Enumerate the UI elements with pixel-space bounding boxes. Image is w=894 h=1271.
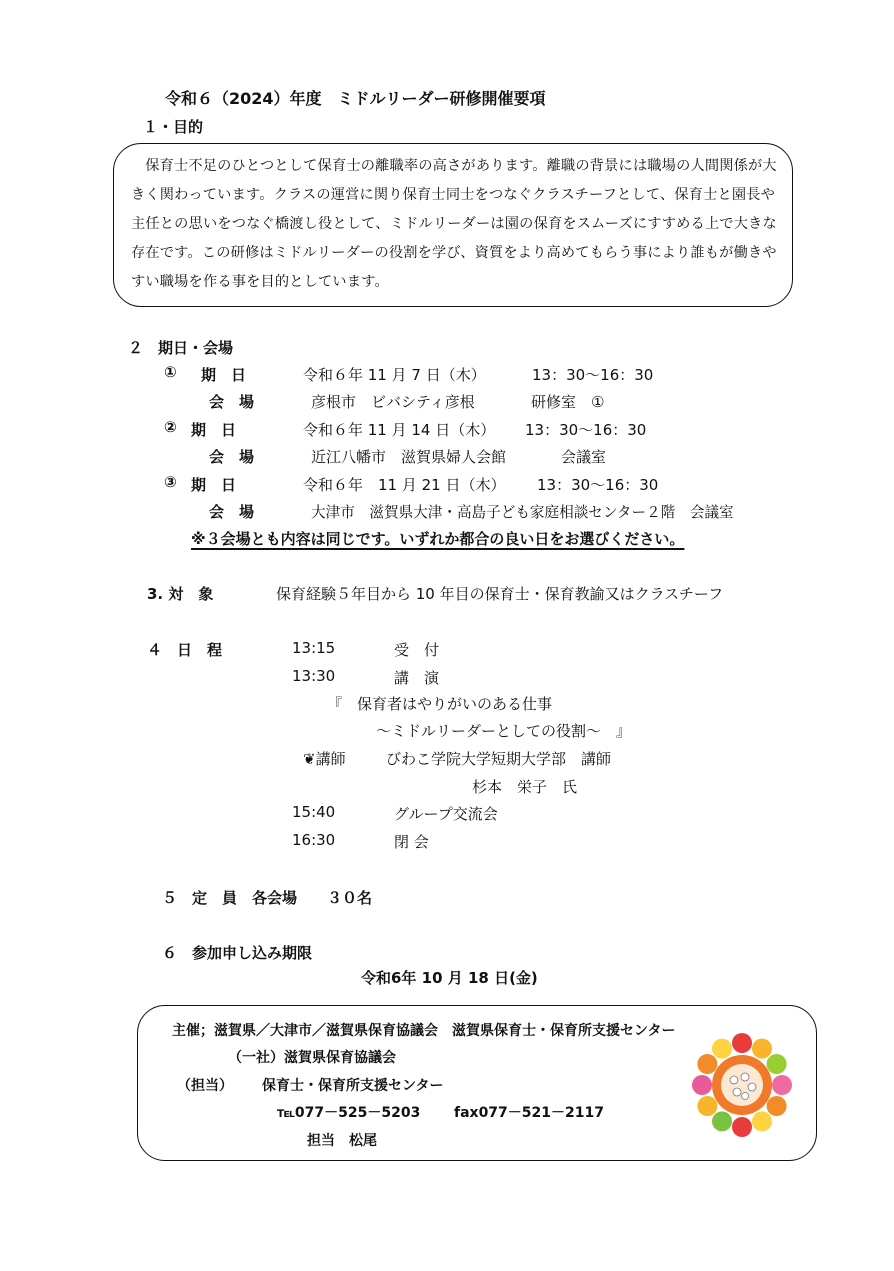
schedule-time: 16:30	[292, 831, 336, 849]
date-label: 期 日	[191, 476, 237, 494]
lecturer-org: びわこ学院大学短期大学部 講師	[386, 750, 612, 768]
organizer-association: （一社）滋賀県保育協議会	[228, 1050, 396, 1066]
lecturer-label: ❦講師	[303, 750, 346, 768]
logo-petal	[767, 1096, 787, 1116]
session-number: ①	[164, 363, 177, 381]
lecturer-name: 杉本 栄子 氏	[472, 778, 578, 796]
session-number: ②	[164, 418, 177, 436]
section4-heading: ４ 日 程	[147, 641, 223, 659]
logo-petal	[752, 1039, 772, 1059]
session-number: ③	[164, 473, 177, 491]
logo-petal	[712, 1039, 732, 1059]
schedule-label: 講 演	[394, 669, 440, 687]
page-title: 令和６（2024）年度 ミドルリーダー研修開催要項	[165, 89, 546, 108]
session-time: 13：30～16：30	[532, 366, 654, 384]
support-center-logo-icon	[690, 1030, 794, 1140]
session-room: 研修室 ①	[531, 393, 605, 411]
session-time: 13：30～16：30	[537, 476, 659, 494]
session-venue: 近江八幡市 滋賀県婦人会館	[311, 448, 507, 466]
logo-petal	[732, 1033, 752, 1053]
section2-heading: ２ 期日・会場	[128, 339, 234, 357]
session-date: 令和６年 11 月 7 日（木）	[303, 366, 486, 384]
target-text: 保育経験５年目から 10 年目の保育士・保育教諭又はクラスチーフ	[276, 585, 724, 603]
logo-petal	[732, 1117, 752, 1137]
contact-org: 保育士・保育所支援センター	[262, 1078, 444, 1094]
deadline-date: 令和6年 10 月 18 日(金)	[361, 969, 538, 987]
lecture-title: 『 保育者はやりがいのある仕事	[327, 695, 553, 713]
date-label: 期 日	[201, 366, 247, 384]
schedule-time: 15:40	[292, 803, 336, 821]
contact-fax: fax077－521－2117	[454, 1105, 604, 1121]
session-venue: 大津市 滋賀県大津・高島子ども家庭相談センター２階 会議室	[311, 504, 734, 521]
date-label: 期 日	[191, 421, 237, 439]
venue-label: 会 場	[209, 393, 255, 411]
same-content-notice: ※３会場とも内容は同じです。いずれか都合の良い日をお選びください。	[191, 530, 685, 548]
schedule-label: 受 付	[394, 641, 440, 659]
logo-inner	[721, 1064, 763, 1106]
venue-label: 会 場	[209, 448, 255, 466]
contact-label: （担当）	[177, 1078, 233, 1094]
logo-petal	[767, 1054, 787, 1074]
schedule-label: グループ交流会	[394, 805, 498, 823]
organizer-line: 主催；滋賀県／大津市／滋賀県保育協議会 滋賀県保育士・保育所支援センター	[172, 1023, 676, 1039]
session-venue: 彦根市 ビバシティ彦根	[311, 393, 475, 411]
purpose-text: 保育士不足のひとつとして保育士の離職率の高さがあります。離職の背景には職場の人間関係が大きく関わっています。クラスの運営に関り保育士同士をつなぐクラスチーフとして、保育士と園長や主任との思いをつなぐ橋渡し役として、ミドルリーダーは園の保育をスムーズにすすめる上で大きな存在です。この研修はミドルリーダーの役割を学び、資質をより高めてもらう事により誰もが働きやすい職場を作る事を目的としています。	[131, 158, 777, 290]
capacity-text: ５ 定 員 各会場 ３０名	[162, 889, 373, 907]
logo-petal	[692, 1075, 712, 1095]
logo-petal	[697, 1096, 717, 1116]
venue-label: 会 場	[209, 503, 255, 521]
contact-person: 担当 松尾	[307, 1133, 377, 1149]
schedule-time: 13:30	[292, 667, 336, 685]
lecture-subtitle: ～ミドルリーダーとしての役割～ 』	[376, 722, 632, 740]
section6-heading: ６ 参加申し込み期限	[162, 944, 313, 962]
session-date: 令和６年 11 月 14 日（木）	[303, 421, 496, 439]
contact-tel: ℡077－525－5203	[277, 1105, 421, 1121]
session-room: 会議室	[561, 448, 607, 466]
schedule-label: 閉 会	[394, 833, 429, 851]
section3-heading: 3. 対 象	[147, 585, 214, 603]
section1-heading: １・目的	[143, 118, 204, 136]
logo-petal	[697, 1054, 717, 1074]
schedule-time: 13:15	[292, 639, 336, 657]
logo-petal	[712, 1111, 732, 1131]
session-time: 13：30～16：30	[525, 421, 647, 439]
session-date: 令和６年 11 月 21 日（木）	[303, 476, 506, 494]
logo-petal	[772, 1075, 792, 1095]
logo-petal	[752, 1111, 772, 1131]
